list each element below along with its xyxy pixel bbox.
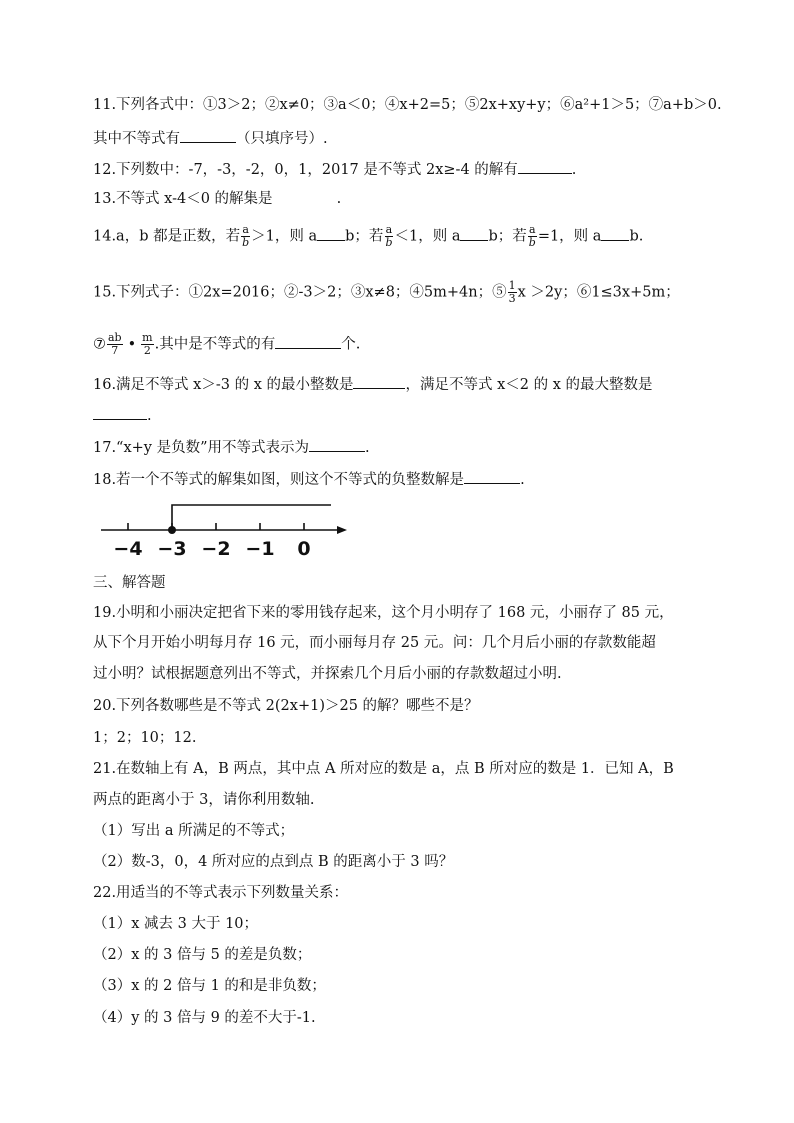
question-13 [93,189,341,209]
q15-answer-blank[interactable] [275,334,341,349]
q18-text-b: . [520,472,525,488]
q15-text-e: 个. [341,336,361,353]
q14-text-f: =1，则 a [537,228,602,245]
question-17 [93,437,370,458]
question-22-part-1: （1）x 减去 3 大于 10； [93,916,259,932]
question-21-line-1: 21.在数轴上有 A，B 两点，其中点 A 所对应的数是 a，点 B 所对应的数是 1．已知 A，B [93,761,674,777]
q12-text-b: . [571,162,577,178]
q15-fraction-ab-7: $\frac{ab}{7}$ [108,331,122,357]
q11-text-b: （只填序号）. [236,131,328,147]
q15-text-b: x ＞2y；⑥1≤3x+5m； [517,284,680,301]
tick-label: −2 [201,538,231,560]
q14-fraction-3: $\frac{a}{b}$ [528,223,536,249]
q16-blank-2[interactable] [93,405,147,420]
q14-fraction-1: $\frac{a}{b}$ [242,223,250,249]
q15-text-d: .其中是不等式的有 [154,336,276,353]
question-22-line-1: 22.用适当的不等式表示下列数量关系： [93,885,349,901]
q15-fraction-third: $\frac{1}{3}$ [508,279,516,305]
section-title-answers: 三、解答题 [93,575,166,591]
q12-answer-blank[interactable] [518,159,572,174]
q12-text-a: 12.下列数中：-7，-3，-2，0，1，2017 是不等式 2x≥-4 的解有 [93,162,518,178]
question-18 [93,469,525,490]
q14-text-a: 14.a，b 都是正数，若 [93,228,241,245]
q14-text-c: b；若 [345,228,384,245]
question-22-part-2: （2）x 的 3 倍与 5 的差是负数； [93,947,312,963]
q15-text-c: ⑦ [93,336,106,353]
q14-text-b: ＞1，则 a [251,228,318,245]
question-11-line-1: 11.下列各式中：①3＞2；②x≠0；③a＜0；④x+2=5；⑤2x+xy+y；⑥a²+1＞5；⑦a+b＞0. [93,97,722,113]
q15-text-a: 15.下列式子：①2x=2016；②-3＞2；③x≠8；④5m+4n；⑤ [93,284,507,301]
question-15-line-1 [93,280,680,305]
tick-label: −1 [245,538,275,560]
number-line-svg [95,497,355,561]
question-19-line-1: 19.小明和小丽决定把省下来的零用钱存起来，这个月小明存了 168 元，小丽存了 85 元， [93,605,674,621]
question-16-line-2 [93,405,152,426]
question-11-line-2 [93,128,328,149]
tick-label: 0 [297,538,311,560]
question-19-line-3: 过小明？试根据题意列出不等式，并探索几个月后小丽的存款数超过小明. [93,666,562,682]
question-22-part-4: （4）y 的 3 倍与 9 的差不大于-1. [93,1010,316,1026]
question-21-line-2: 两点的距离小于 3，请你利用数轴. [93,792,315,808]
q11-answer-blank[interactable] [180,128,236,143]
q16-text-a: 16.满足不等式 x＞-3 的 x 的最小整数是 [93,377,354,393]
solution-endpoint-dot [168,526,176,534]
question-19-line-2: 从下个月开始小明每月存 16 元，而小丽每月存 25 元。问：几个月后小丽的存款数能超 [93,635,656,651]
question-21-part-1: （1）写出 a 所满足的不等式； [93,823,295,839]
q13-text-b: . [336,191,342,207]
q14-text-e: b；若 [488,228,527,245]
question-20-line-2: 1；2；10；12. [93,730,197,746]
q18-answer-blank[interactable] [464,469,520,484]
q13-text-a: 13.不等式 x-4＜0 的解集是 [93,191,273,207]
q14-blank-2[interactable] [460,226,488,241]
number-line-arrow-icon [337,526,347,534]
question-20-line-1: 20.下列各数哪些是不等式 2(2x+1)＞25 的解？哪些不是？ [93,698,479,714]
q14-text-g: b. [629,228,644,245]
q15-fraction-m-2: $\frac{m}{2}$ [142,331,153,357]
question-21-part-2: （2）数-3，0，4 所对应的点到点 B 的距离小于 3 吗？ [93,854,454,870]
q17-answer-blank[interactable] [309,437,365,452]
q17-text-a: 17.“x+y 是负数”用不等式表示为 [93,440,310,456]
question-22-part-3: （3）x 的 2 倍与 1 的和是非负数； [93,978,326,994]
q14-fraction-2: $\frac{a}{b}$ [385,223,393,249]
solution-set-bracket [172,505,331,530]
question-16-line-1 [93,374,653,395]
q18-text-a: 18.若一个不等式的解集如图，则这个不等式的负整数解是 [93,472,465,488]
question-15-line-2 [93,332,360,357]
q14-blank-3[interactable] [601,226,629,241]
q14-text-d: ＜1，则 a [394,228,461,245]
tick-label: −4 [113,538,143,560]
number-line-figure [95,497,355,561]
q16-blank-1[interactable] [353,374,405,389]
q16-text-c: . [147,408,152,424]
question-12 [93,159,576,180]
q14-blank-1[interactable] [317,226,345,241]
question-14 [93,224,643,249]
q16-text-b: ，满足不等式 x＜2 的 x 的最大整数是 [405,377,653,393]
q15-dot: • [127,336,137,353]
q11-text-a: 其中不等式有 [93,131,180,147]
tick-label: −3 [157,538,187,560]
q17-text-b: . [365,440,370,456]
